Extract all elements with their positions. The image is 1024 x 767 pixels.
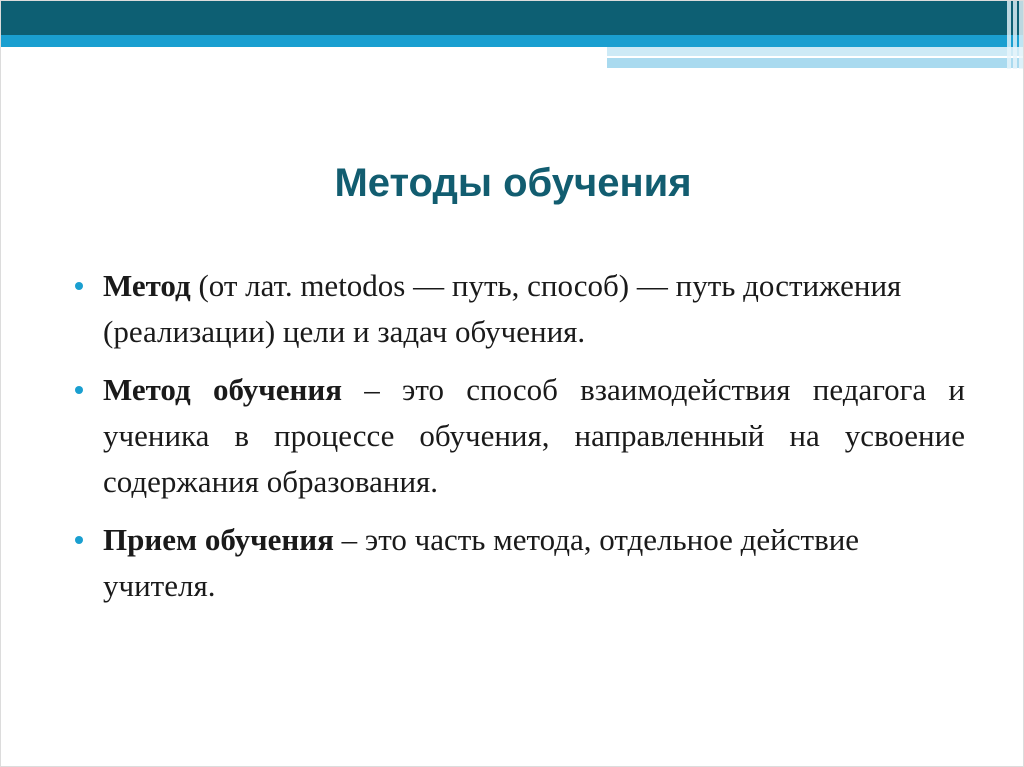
bullet-text: (от лат. metodos — путь, способ) — путь достижения (реализации) цели и задач обучения. bbox=[103, 268, 902, 349]
bullet-text: – это способ взаимодействия педагога и ученика в процессе обучения, направленный на усвоение содержания образования. bbox=[103, 372, 965, 499]
bullet-dot-icon bbox=[75, 386, 83, 394]
bullet-item bbox=[75, 517, 965, 609]
bullet-item bbox=[75, 367, 965, 505]
bullet-term: Метод bbox=[103, 268, 191, 303]
header-stripe bbox=[1013, 1, 1017, 69]
bullet-term: Прием обучения bbox=[103, 522, 334, 557]
slide-title: Методы обучения bbox=[334, 161, 692, 205]
header-bar-dark bbox=[1, 1, 1024, 35]
header-stripes bbox=[997, 1, 1023, 69]
bullet-dot-icon bbox=[75, 536, 83, 544]
header-stripe bbox=[1019, 1, 1023, 69]
bullet-text: – это часть метода, отдельное действие учителя. bbox=[103, 522, 860, 603]
bullet-list bbox=[75, 263, 965, 621]
header-bar-light-2 bbox=[607, 58, 1024, 68]
bullet-dot-icon bbox=[75, 282, 83, 290]
bullet-item bbox=[75, 263, 965, 355]
header-bar-blue bbox=[1, 35, 1024, 47]
header-stripe bbox=[1007, 1, 1011, 69]
bullet-term: Метод обучения bbox=[103, 372, 343, 407]
